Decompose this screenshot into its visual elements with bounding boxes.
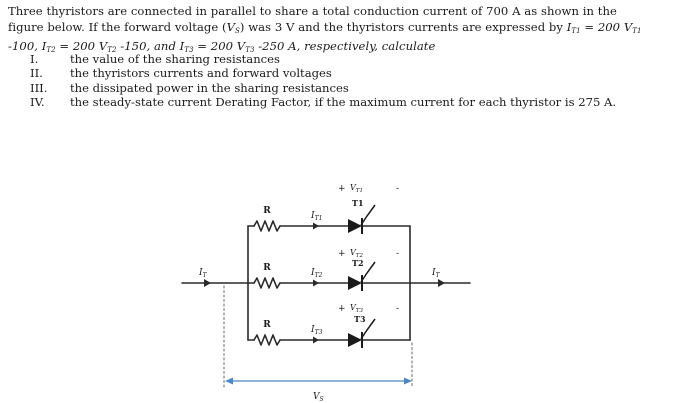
equation-1: $I_{T1} = 200$ $V_{T1}$ -100, — [8, 19, 642, 53]
branch-2-current-arrow-icon — [313, 280, 319, 287]
task-number: III. — [30, 80, 48, 95]
task-list — [26, 52, 646, 110]
equation-2: $I_{T2} = 200$ $V_{T2}$ -150, and — [41, 39, 180, 54]
resistor-2-label: R — [263, 263, 271, 273]
task-item — [26, 66, 646, 80]
thyristor-3-symbol — [348, 319, 375, 348]
thyristor-3-minus-sign: - — [396, 304, 400, 314]
thyristor-3-voltage-label: $V_{T3}$ — [350, 303, 363, 314]
resistor-1-label: R — [263, 206, 271, 216]
thyristor-1-plus-sign: + — [338, 184, 346, 194]
intro-text: Three thyristors are connected in parallel to share a total conduction current of 700 A as shown in the figure below. If the forward voltage ( — [8, 4, 617, 34]
thyristor-2-minus-sign: - — [396, 249, 400, 259]
equation-3: $I_{T3} = 200$ $V_{T3}$ -250 A, respectively, calculate — [179, 39, 436, 54]
thyristor-1-voltage-label: $V_{T1}$ — [350, 183, 363, 194]
resistor-3-symbol — [254, 335, 280, 345]
dimension-arrowhead-right — [404, 378, 412, 385]
input-current-arrow-icon — [204, 279, 211, 287]
thyristor-1-name: T1 — [352, 198, 364, 208]
branch-2-current-label: $I_{T2}$ — [311, 268, 323, 279]
problem-statement — [8, 4, 648, 59]
input-current-label: $I_T$ — [199, 268, 207, 279]
task-item — [26, 52, 646, 66]
task-number: IV. — [30, 95, 45, 110]
output-current-arrow-icon — [438, 279, 445, 287]
thyristor-3-plus-sign: + — [338, 304, 346, 314]
dimension-arrowhead-left — [225, 378, 233, 385]
thyristor-2-voltage-label: $V_{T2}$ — [350, 248, 363, 259]
task-text: the value of the sharing resistances — [70, 52, 280, 66]
resistor-1-symbol — [254, 221, 280, 231]
branch-3-current-arrow-icon — [313, 337, 319, 344]
vs-symbol: $V_S$ — [226, 19, 240, 35]
thyristor-1-minus-sign: - — [396, 184, 400, 194]
task-text: the dissipated power in the sharing resistances — [70, 80, 349, 95]
task-text: the steady-state current Derating Factor, if the maximum current for each thyristor is 275 A. — [70, 95, 617, 110]
intro-text-continued: ) was 3 V and the thyristors currents are expressed by — [239, 19, 567, 34]
thyristor-2-name: T2 — [352, 258, 364, 268]
total-voltage-label: $V_S$ — [313, 392, 324, 403]
task-item — [26, 95, 646, 109]
task-item — [26, 81, 646, 95]
branch-3-current-label: $I_{T3}$ — [311, 325, 323, 336]
branch-1-current-arrow-icon — [313, 223, 319, 230]
task-text: the thyristors currents and forward voltages — [70, 66, 332, 81]
thyristor-2-symbol — [348, 262, 375, 291]
output-current-label: $I_T$ — [432, 268, 440, 279]
resistor-3-label: R — [263, 320, 271, 330]
resistor-2-symbol — [254, 278, 280, 288]
task-number: II. — [30, 66, 43, 81]
task-number: I. — [30, 52, 39, 66]
thyristor-1-symbol — [348, 205, 375, 234]
thyristor-3-name: T3 — [354, 314, 366, 324]
thyristor-2-plus-sign: + — [338, 249, 346, 259]
branch-1-current-label: $I_{T1}$ — [311, 211, 323, 222]
